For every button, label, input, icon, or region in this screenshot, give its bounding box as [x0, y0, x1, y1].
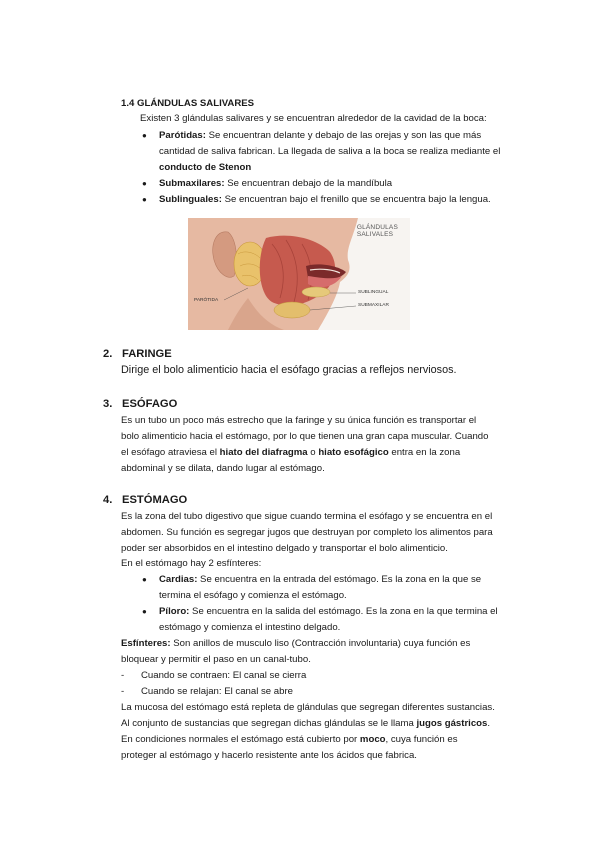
list-item-piloro-line2: estómago y comienza el intestino delgado.: [159, 622, 341, 633]
estomago-p2-line-2: Al conjunto de sustancias que segregan dichas glándulas se le llama jugos gástricos.: [121, 718, 491, 729]
estomago-p1-line-3: poder ser absorbidos en el intestino delgado y transportar el bolo alimenticio.: [121, 543, 448, 554]
esofago-line-2: bolo alimenticio hacia el estómago, por lo que tienen una gran capa muscular. Cuando: [121, 431, 489, 442]
salivary-glands-illustration: [188, 218, 410, 330]
glandulas-intro: Existen 3 glándulas salivares y se encuentran alrededor de la cavidad de la boca:: [140, 113, 487, 124]
dash-marker: -: [121, 670, 125, 681]
label-parotida: PARÓTIDA: [194, 298, 219, 303]
list-item-submaxilares: Submaxilares: Se encuentran debajo de la mandíbula: [159, 178, 393, 189]
list-item-parotidas: Parótidas: Se encuentran delante y debajo de las orejas y son las que más: [159, 130, 482, 141]
bullet-icon: ●: [142, 575, 147, 584]
label-submaxilar: SUBMAXILAR: [358, 303, 389, 308]
label-sublingual: SUBLINGUAL: [358, 290, 389, 295]
esfinteres-definition: Esfínteres: Son anillos de musculo liso (Contracción involuntaria) cuya función es: [121, 638, 471, 649]
list-item-parotidas-line3: conducto de Stenon: [159, 162, 252, 173]
list-item-cardias: Cardias: Se encuentra en la entrada del estómago. Es la zona en la que se: [159, 574, 482, 585]
esfinteres-definition-line2: bloquear y permitir el paso en un canal-tubo.: [121, 654, 311, 665]
bullet-icon: ●: [142, 179, 147, 188]
bullet-icon: ●: [142, 607, 147, 616]
estomago-p2-line-1: La mucosa del estómago está repleta de glándulas que segregan diferentes sustancias.: [121, 702, 495, 713]
list-item-sublinguales: Sublinguales: Se encuentran bajo el frenillo que se encuentra bajo la lengua.: [159, 194, 491, 205]
bullet-icon: ●: [142, 131, 147, 140]
section-heading-esofago: 3. ESÓFAGO: [103, 398, 178, 410]
estomago-p1-line-2: abdomen. Su función es segregar jugos que destruyan por completo los alimentos para: [121, 527, 493, 538]
dash-item-contraen: Cuando se contraen: El canal se cierra: [141, 670, 307, 681]
section-heading-faringe: 2. FARINGE: [103, 348, 172, 360]
list-item-cardias-line2: termina el esófago y comienza el estómago.: [159, 590, 347, 601]
estomago-p2-line-4: proteger al estómago y hacerlo resistente ante los ácidos que fabrica.: [121, 750, 417, 761]
dash-item-relajan: Cuando se relajan: El canal se abre: [141, 686, 293, 697]
esofago-line-3: el esófago atraviesa el hiato del diafragma o hiato esofágico entra en la zona: [121, 447, 461, 458]
esofago-line-1: Es un tubo un poco más estrecho que la faringe y su única función es transportar el: [121, 415, 477, 426]
faringe-text: Dirige el bolo alimenticio hacia el esófago gracias a reflejos nerviosos.: [121, 364, 457, 376]
bullet-icon: ●: [142, 195, 147, 204]
dash-marker: -: [121, 686, 125, 697]
section-heading-glandulas: 1.4 GLÁNDULAS SALIVARES: [121, 98, 255, 109]
estomago-p1-line-1: Es la zona del tubo digestivo que sigue cuando termina el esófago y se encuentra en el: [121, 511, 493, 522]
esofago-line-4: abdominal y se dilata, dando lugar al estómago.: [121, 463, 325, 474]
list-item-piloro: Píloro: Se encuentra en la salida del estómago. Es la zona en la que termina el: [159, 606, 498, 617]
estomago-p2-line-3: En condiciones normales el estómago está cubierto por moco, cuya función es: [121, 734, 458, 745]
section-heading-estomago: 4. ESTÓMAGO: [103, 494, 188, 506]
list-item-parotidas-line2: cantidad de saliva fabrican. La llegada de saliva a la boca se realiza mediante el: [159, 146, 501, 157]
figure-caption: GLÁNDULAS SALIVALES: [356, 224, 398, 238]
estomago-p1-line-4: En el estómago hay 2 esfínteres:: [121, 558, 262, 569]
